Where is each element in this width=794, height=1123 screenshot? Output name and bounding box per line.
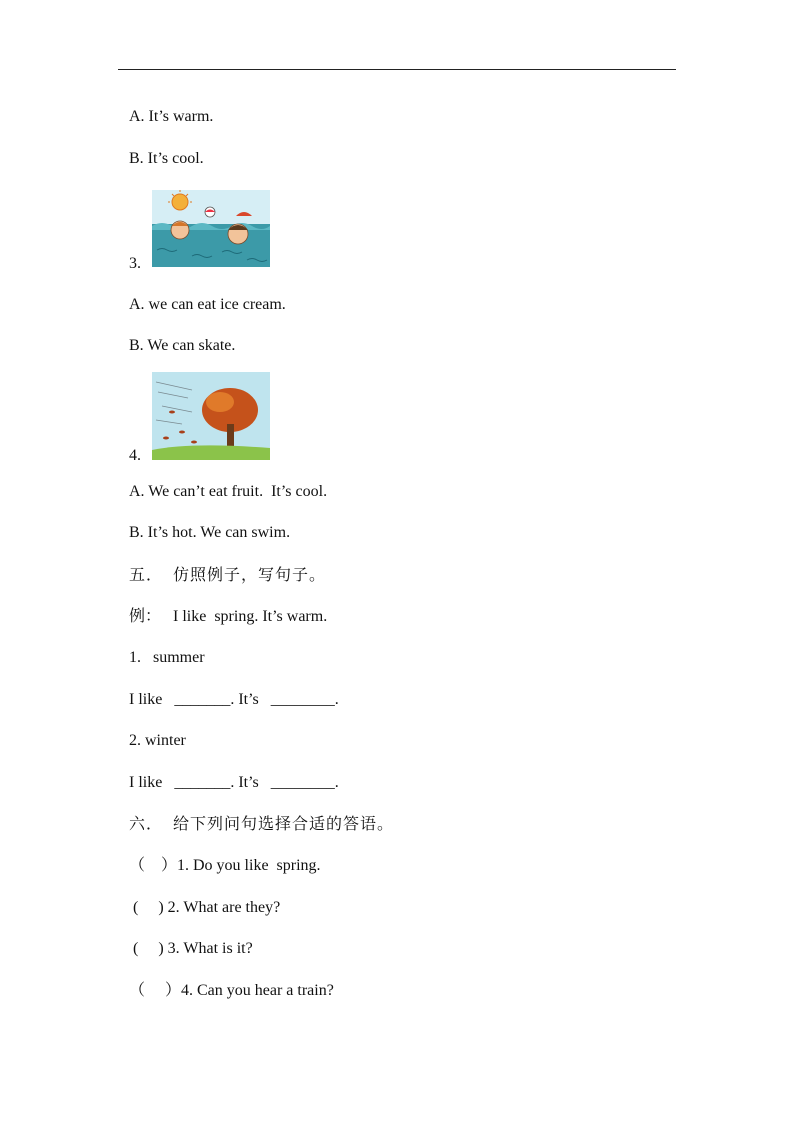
section5-item2-label: 2. winter (129, 732, 186, 749)
q3-option-a: A. we can eat ice cream. (129, 296, 286, 313)
section5-item1-label: 1. summer (129, 649, 205, 666)
swimming-illustration (152, 190, 270, 267)
q2-option-b: B. It’s cool. (129, 150, 204, 167)
section6-question-4: （ ）4. Can you hear a train? (129, 982, 334, 999)
swimming-picture (152, 190, 270, 267)
section6-heading: 六． 给下列问句选择合适的答语。 (129, 816, 395, 833)
section6-question-2: ( ) 2. What are they? (129, 899, 281, 916)
q4-option-a: A. We can’t eat fruit. It’s cool. (129, 483, 328, 500)
header-rule (118, 69, 676, 70)
section5-heading: 五． 仿照例子，写句子。 (129, 567, 327, 584)
section5-item1-blank: I like _______. It’s ________. (129, 691, 339, 708)
q4-option-b: B. It’s hot. We can swim. (129, 524, 291, 541)
section6-question-3: ( ) 3. What is it? (129, 940, 253, 957)
windy-tree-picture (152, 372, 270, 460)
section5-example: 例： I like spring. It’s warm. (129, 608, 328, 625)
q3-number: 3. (129, 255, 141, 272)
section6-question-1: （ ）1. Do you like spring. (129, 857, 321, 874)
q4-number: 4. (129, 447, 141, 464)
windy-tree-illustration (152, 372, 270, 460)
q2-option-a: A. It’s warm. (129, 108, 214, 125)
section5-item2-blank: I like _______. It’s ________. (129, 774, 339, 791)
q3-option-b: B. We can skate. (129, 337, 236, 354)
